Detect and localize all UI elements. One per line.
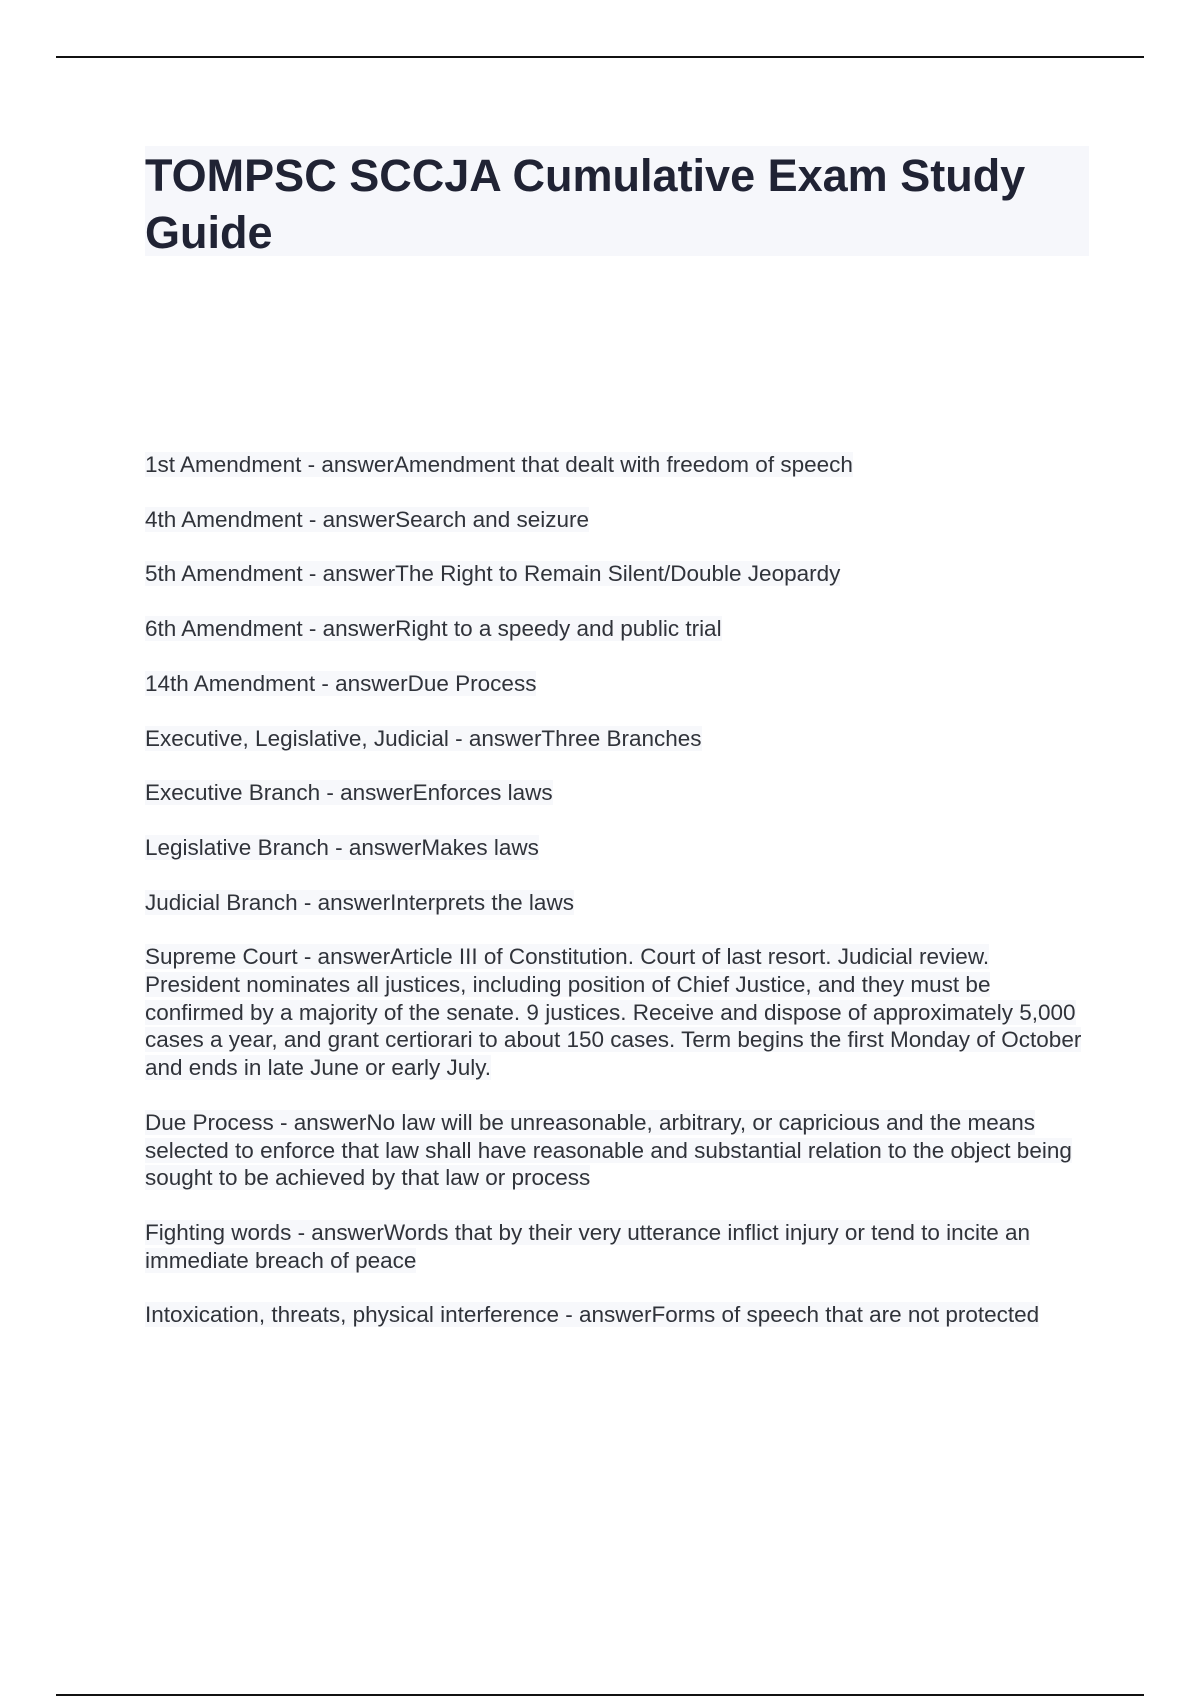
qa-item	[145, 560, 1090, 588]
qa-item	[145, 943, 1090, 1082]
qa-item-text: Supreme Court - answerArticle III of Constitution. Court of last resort. Judicial review. President nominates all justices, including position of Chief Justice, and they must be confirmed by a majority of the senate. 9 justices. Receive and dispose of approximately 5,000 cases a year, and grant certiorari to about 150 cases. Term begins the first Monday of October and ends in late June or early July.	[145, 944, 1082, 1081]
qa-item	[145, 725, 1090, 753]
qa-item	[145, 889, 1090, 917]
qa-list	[145, 451, 1090, 1356]
qa-item-text: Executive, Legislative, Judicial - answerThree Branches	[145, 725, 702, 751]
qa-item-text: 14th Amendment - answerDue Process	[145, 670, 537, 696]
qa-item-text: Legislative Branch - answerMakes laws	[145, 834, 539, 860]
qa-item	[145, 451, 1090, 479]
qa-item-text: Due Process - answerNo law will be unreasonable, arbitrary, or capricious and the means selected to enforce that law shall have reasonable and substantial relation to the object being sought to be achieved by that law or process	[145, 1109, 1072, 1191]
qa-item-text: 1st Amendment - answerAmendment that dealt with freedom of speech	[145, 452, 853, 477]
qa-item	[145, 779, 1090, 807]
document-title: TOMPSC SCCJA Cumulative Exam Study Guide	[145, 150, 1026, 258]
qa-item	[145, 1301, 1090, 1329]
qa-item-text: 6th Amendment - answerRight to a speedy and public trial	[145, 616, 722, 642]
qa-item-text: 4th Amendment - answerSearch and seizure	[145, 506, 589, 532]
qa-item	[145, 1219, 1090, 1274]
qa-item	[145, 1109, 1090, 1192]
title-block	[145, 146, 1089, 256]
qa-item-text: Executive Branch - answerEnforces laws	[145, 780, 553, 806]
qa-item-text: Intoxication, threats, physical interference - answerForms of speech that are not protected	[145, 1302, 1040, 1328]
top-divider	[56, 56, 1144, 58]
qa-item-text: 5th Amendment - answerThe Right to Remain Silent/Double Jeopardy	[145, 561, 841, 587]
qa-item-text: Fighting words - answerWords that by their very utterance inflict injury or tend to incite an immediate breach of peace	[145, 1219, 1030, 1273]
qa-item	[145, 670, 1090, 698]
qa-item	[145, 506, 1090, 534]
qa-item-text: Judicial Branch - answerInterprets the laws	[145, 889, 574, 915]
qa-item	[145, 615, 1090, 643]
bottom-divider	[56, 1694, 1144, 1696]
qa-item	[145, 834, 1090, 862]
